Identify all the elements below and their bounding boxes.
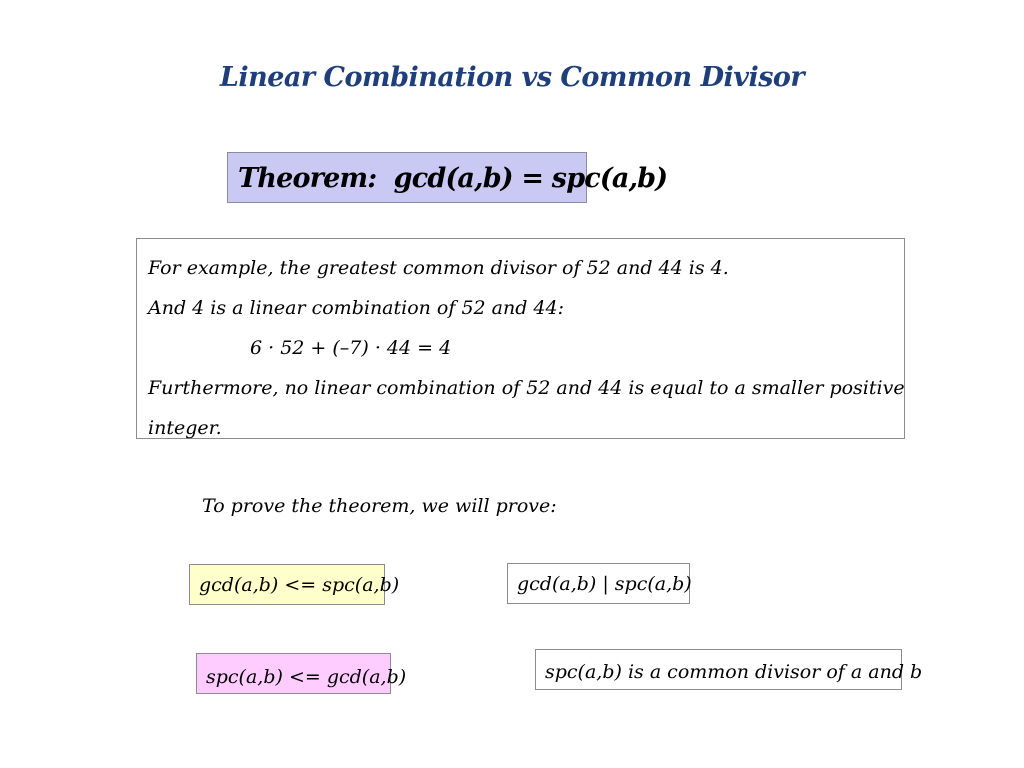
example-line-linear-combination: And 4 is a linear combination of 52 and 44:: [148, 297, 565, 319]
example-equation: 6 · 52 + (–7) · 44 = 4: [250, 337, 452, 359]
example-line-gcd: For example, the greatest common divisor of 52 and 44 is 4.: [148, 257, 729, 279]
step-spc-common-divisor: spc(a,b) is a common divisor of a and b: [535, 649, 902, 690]
theorem-box: Theorem: gcd(a,b) = spc(a,b): [227, 152, 587, 203]
step-gcd-divides-spc: gcd(a,b) | spc(a,b): [507, 563, 690, 604]
example-box: [136, 238, 905, 439]
slide-title: Linear Combination vs Common Divisor: [219, 62, 805, 93]
example-line-smallest: Furthermore, no linear combination of 52 and 44 is equal to a smaller positive: [148, 377, 905, 399]
prove-intro-text: To prove the theorem, we will prove:: [202, 495, 557, 517]
step-gcd-le-spc: gcd(a,b) <= spc(a,b): [189, 564, 385, 605]
step-spc-le-gcd: spc(a,b) <= gcd(a,b): [196, 653, 391, 694]
example-line-integer: integer.: [148, 417, 222, 439]
